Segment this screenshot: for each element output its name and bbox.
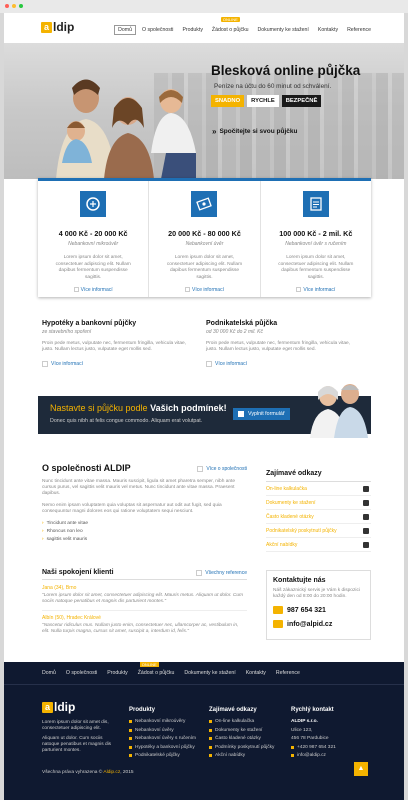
about-more-link[interactable] [197,466,247,472]
more-label: Více informací [80,287,113,293]
info-title: Hypotéky a bankovní půjčky [42,320,137,327]
list-item: › Tincidunt ante vitae [42,521,247,526]
info-mortgages [42,320,192,367]
review-author: Jana (34), Brno [42,585,77,591]
footer-col-title: Produkty [129,707,156,713]
logo-mark: a [42,702,53,713]
footer-link[interactable] [129,719,196,724]
footer-nav-documents[interactable]: Dokumenty ke stažení [184,670,236,676]
sidebar-link-calculator[interactable] [266,482,371,496]
more-label: Všechny reference [205,570,247,576]
copyright-text: Všechna práva vyhrazena © [42,770,103,775]
minimize-dot-icon[interactable] [12,4,16,8]
bullet-icon [209,746,212,749]
nav-item-documents[interactable]: Dokumenty ke stažení [257,27,309,33]
arrow-box-icon [185,287,190,292]
footer-link[interactable] [129,736,196,741]
bullet-icon [209,754,212,757]
site-logo[interactable] [41,22,74,33]
about-section [42,463,247,545]
site-header [4,13,404,43]
footer-link[interactable] [129,745,196,750]
footer-col-title: Rychlý kontakt [291,707,334,713]
arrow-box-icon [197,466,203,472]
nav-item-company[interactable]: O společnosti [142,27,174,33]
all-references-link[interactable] [196,570,247,576]
browser-chrome [0,0,408,13]
calculate-loan-link[interactable] [212,127,297,136]
double-chevron-icon: » [212,127,217,136]
mail-icon [291,754,294,757]
nav-item-label: Žádost o půjčku [211,27,249,33]
contact-text: Náš zákaznický servis je Vám k dispozici každý den od 8:00 do 20:00 hodin. [273,588,360,599]
review-quote: "Lorem ipsum dolor sit amet, consectetuer adipiscing elit. Mauris metus. Aliquam ut dolor. Cum sociis natoque penatibus et magnis dis parturient montes." [42,593,244,604]
footer-logo[interactable] [42,702,75,713]
link-label: Hypotéky a bankovní půjčky [135,744,195,750]
about-title: O společnosti ALDIP [42,463,131,473]
bullet-icon [129,720,132,723]
nav-item-loan-request[interactable] [209,17,252,35]
list-item: › Rhoncus non leo [42,529,247,534]
link-label: On-line kalkulačka [215,719,255,724]
phone-number: 987 654 321 [287,606,326,614]
hero-title: Blesková online půjčka [211,63,361,78]
sidebar-link-documents[interactable] [266,496,371,510]
footer-link[interactable] [129,728,196,733]
bullet-icon [209,720,212,723]
arrow-box-icon [206,361,212,367]
link-label: Akční nabídky [215,753,246,758]
info-subtitle: od 30 000 Kč do 2 mil. Kč [206,329,263,335]
product-amount: 20 000 Kč - 80 000 Kč [168,229,241,238]
footer-nav-home[interactable]: Domů [42,670,56,676]
info-text: Proin pede metus, vulputate nec, fermentum fringilla, vehicula vitae, justo. Nullam lectus justo, vulputate eget mollis sed. [206,341,350,352]
info-business-loan [206,320,356,367]
online-badge: ONLINE [141,662,157,667]
arrow-box-icon [42,361,48,367]
bullet-icon [209,729,212,732]
link-label: Akční nabídky [266,542,298,548]
document-icon [303,191,329,217]
info-more-link[interactable] [206,361,356,367]
footer-link[interactable] [209,719,274,724]
sidebar-link-faq[interactable] [266,510,371,524]
main-nav [111,17,374,35]
about-paragraph-1: Nunc tincidunt ante vitae massa. Mauris suscipit, ligula sit amet pharetra semper, nibh ante cursus purus, vel sagittis velit mauris vel metus. Nunc tincidunt ante vitae massa. Praesent dapibus. [42,479,236,496]
contact-box [266,570,371,640]
family-photo [46,53,211,179]
hero-subtitle: Peníze na účtu do 60 minut od schválení. [214,83,332,90]
phone-number: +420 987 654 321 [297,744,336,750]
download-icon [363,500,369,506]
product-description: Lorem ipsum dolor sit amet, consectetuer adipiscing elit. Nullam dapibus fermentum suspendisse sagittis. [278,255,354,280]
interesting-links [266,470,371,552]
logo-text: ldip [54,700,76,714]
footer-nav [42,662,310,676]
product-type: Nebankovní mikroúvěr [68,241,119,247]
review-quote: "Nascetur ridiculus mus. Nullam justo enim, consectetuer nec, ullamcorper ac, vestibulum in, elit. Nulla turpis magna, cursus sit amet, suscipit a, interdum id, felis." [42,623,239,634]
button-label: Vyplnit formulář [248,411,285,417]
more-label: Více informací [192,287,224,293]
footer-street: Ulice 123, [291,727,313,733]
review-item [42,610,247,635]
product-card-secured-loan [261,181,371,297]
link-label: Nebankovní mikroúvěry [135,719,186,724]
question-icon [363,514,369,520]
bullet-icon [129,746,132,749]
link-label: Dokumenty ke stažení [266,500,316,506]
link-label: Podmínky poskytnutí půjčky [215,744,275,750]
copyright [42,770,134,775]
link-label: Podnikatelské půjčky [135,753,180,758]
web-page [4,13,404,800]
link-label: Nebankovní úvěry [135,727,174,733]
footer-nav-contacts[interactable]: Kontakty [245,670,266,676]
contact-title: Kontaktujte nás [273,577,326,584]
product-description: Lorem ipsum dolor sit amet, consectetuer adipiscing elit. Nullam dapibus fermentum suspendisse sagittis. [166,255,243,280]
footer-company: ALDIP s.r.o. [291,719,318,724]
product-type: Nebankovní úvěr s ručením [285,241,347,247]
arrow-box-icon [74,287,79,292]
info-more-link[interactable] [42,361,192,367]
clients-title: Naši spokojení klienti [42,569,247,580]
bullet-icon [129,729,132,732]
footer-city: 456 78 Pardubice [291,736,329,741]
footer-nav-products[interactable]: Produkty [107,670,128,676]
phone-icon [291,746,294,749]
more-label: Více informací [51,361,83,367]
sidebar-link-business-terms[interactable] [266,524,371,538]
product-type: Nebankovní úvěr [185,241,224,247]
clients-section [42,569,247,635]
phone-icon [273,606,283,614]
info-subtitle: ze stavebního spoření [42,329,92,335]
sidebar-title: Zajímavé odkazy [266,470,371,482]
link-label: Nebankovní úvěry s ručením [135,736,197,741]
clipboard-icon [363,528,369,534]
mail-icon [273,620,283,628]
footer-about-2: Aliquam ut dolor. Cum sociis natoque penatibus et magnis dis parturient montes. [42,736,112,753]
product-amount: 4 000 Kč - 20 000 Kč [58,229,128,238]
cta-label: Spočítejte si svou půjčku [219,128,298,135]
nav-item-references[interactable]: Reference [347,27,371,33]
seniors-photo [298,374,378,438]
email-address: info@aldip.cz [297,753,326,758]
copyright-year: , 2015 [120,770,134,775]
product-more-link[interactable] [261,287,371,293]
promo-lead: Nastavte si půjčku podle [50,403,148,413]
footer-products [129,707,196,762]
promo-subtext: Donec quis nibh at felis congue commodo. Aliquam erat volutpat. [50,418,203,424]
chevron-up-icon: ▲ [357,765,365,772]
product-card-microloan [38,181,149,297]
logo-mark: a [41,22,52,33]
footer-link[interactable] [209,728,274,733]
bullet-icon [129,737,132,740]
footer-link[interactable] [209,745,274,750]
tag-easy: SNADNO [211,95,244,107]
logo-text: ldip [53,20,75,34]
product-card-loan [149,181,260,297]
footer-phone[interactable] [291,745,336,750]
footer-nav-company[interactable]: O společnosti [65,670,98,676]
tag-icon [363,542,369,548]
footer-col-title: Zajímavé odkazy [209,707,257,713]
about-paragraph-2: Nemo enim ipsam voluptatem quia voluptas sit aspernatur aut odit aut fugit, sed quia consequuntur magni dolores eos qui ratione voluptatem sequi nesciunt. [42,503,222,514]
footer-links [209,707,274,762]
product-more-link[interactable] [38,287,148,293]
bullet-icon [129,754,132,757]
footer-about [42,720,117,754]
list-item: › sagittis velit mauris [42,537,247,542]
footer-divider [4,684,404,685]
link-label: Podnikatelský poskytnutí půjčky [266,528,337,534]
footer-about-1: Lorem ipsum dolor sit amet dis, consectetuer adipiscing elit. [42,720,109,731]
product-cards [38,178,371,297]
product-description: Lorem ipsum dolor sit amet, consectetuer adipiscing elit. Nullam dapibus fermentum suspendisse sagittis. [55,255,131,280]
close-dot-icon[interactable] [5,4,9,8]
email-address: info@alpid.cz [287,620,333,628]
nav-item-products[interactable]: Produkty [182,27,203,33]
maximize-dot-icon[interactable] [19,4,23,8]
arrow-box-icon [196,570,202,576]
fill-form-button[interactable] [233,408,290,420]
pencil-icon [238,411,244,417]
tag-fast: RYCHLE [247,95,279,107]
coins-icon [80,191,106,217]
bullet-icon [209,737,212,740]
more-label: Více informací [215,361,247,367]
link-label: Často kladené otázky [266,514,314,520]
footer-nav-references[interactable]: Reference [275,670,300,676]
tag-safe: BEZPEČNĚ [282,95,322,107]
nav-item-contacts[interactable]: Kontakty [317,27,339,33]
arrow-box-icon [296,287,301,292]
info-text: Proin pede metus, vulputate nec, fermentum fringilla, vehicula vitae, justo. Nullam lectus justo, vulputate eget mollis sed. [42,341,186,352]
footer-email[interactable] [291,753,336,758]
sidebar-link-offers[interactable] [266,538,371,552]
link-label: Dokumenty ke stažení [215,727,263,733]
nav-item-home[interactable]: Domů [114,25,136,35]
site-footer [4,662,404,800]
calculator-icon [363,486,369,492]
back-to-top-button[interactable] [354,762,368,776]
info-title: Podnikatelská půjčka [206,320,278,327]
product-more-link[interactable] [149,287,259,293]
link-label: On-line kalkulačka [266,486,307,492]
banknote-icon [191,191,217,217]
product-amount: 100 000 Kč - 2 mil. Kč [279,229,353,238]
footer-link[interactable] [209,736,274,741]
link-label: Často kladené otázky [215,736,261,741]
promo-bold: Vašich podmínek! [150,403,227,413]
about-bullets [42,521,247,542]
footer-link[interactable] [129,753,196,758]
hero-tags [211,95,324,107]
footer-contact [291,707,336,762]
online-badge: ONLINE [222,17,238,22]
contact-email[interactable] [273,620,364,628]
review-item [42,585,247,605]
nav-label: Žádost o půjčku [137,670,175,676]
footer-link[interactable] [209,753,274,758]
hero-banner [4,43,404,179]
promo-headline [50,403,227,413]
review-author: Albín (50), Hradec Králové [42,615,101,621]
more-label: Více o společnosti [206,466,247,472]
more-label: Více informací [303,287,336,293]
copyright-link[interactable]: Aldip.cz [103,770,121,775]
contact-phone[interactable] [273,606,364,614]
footer-nav-loan-request[interactable] [137,662,175,676]
